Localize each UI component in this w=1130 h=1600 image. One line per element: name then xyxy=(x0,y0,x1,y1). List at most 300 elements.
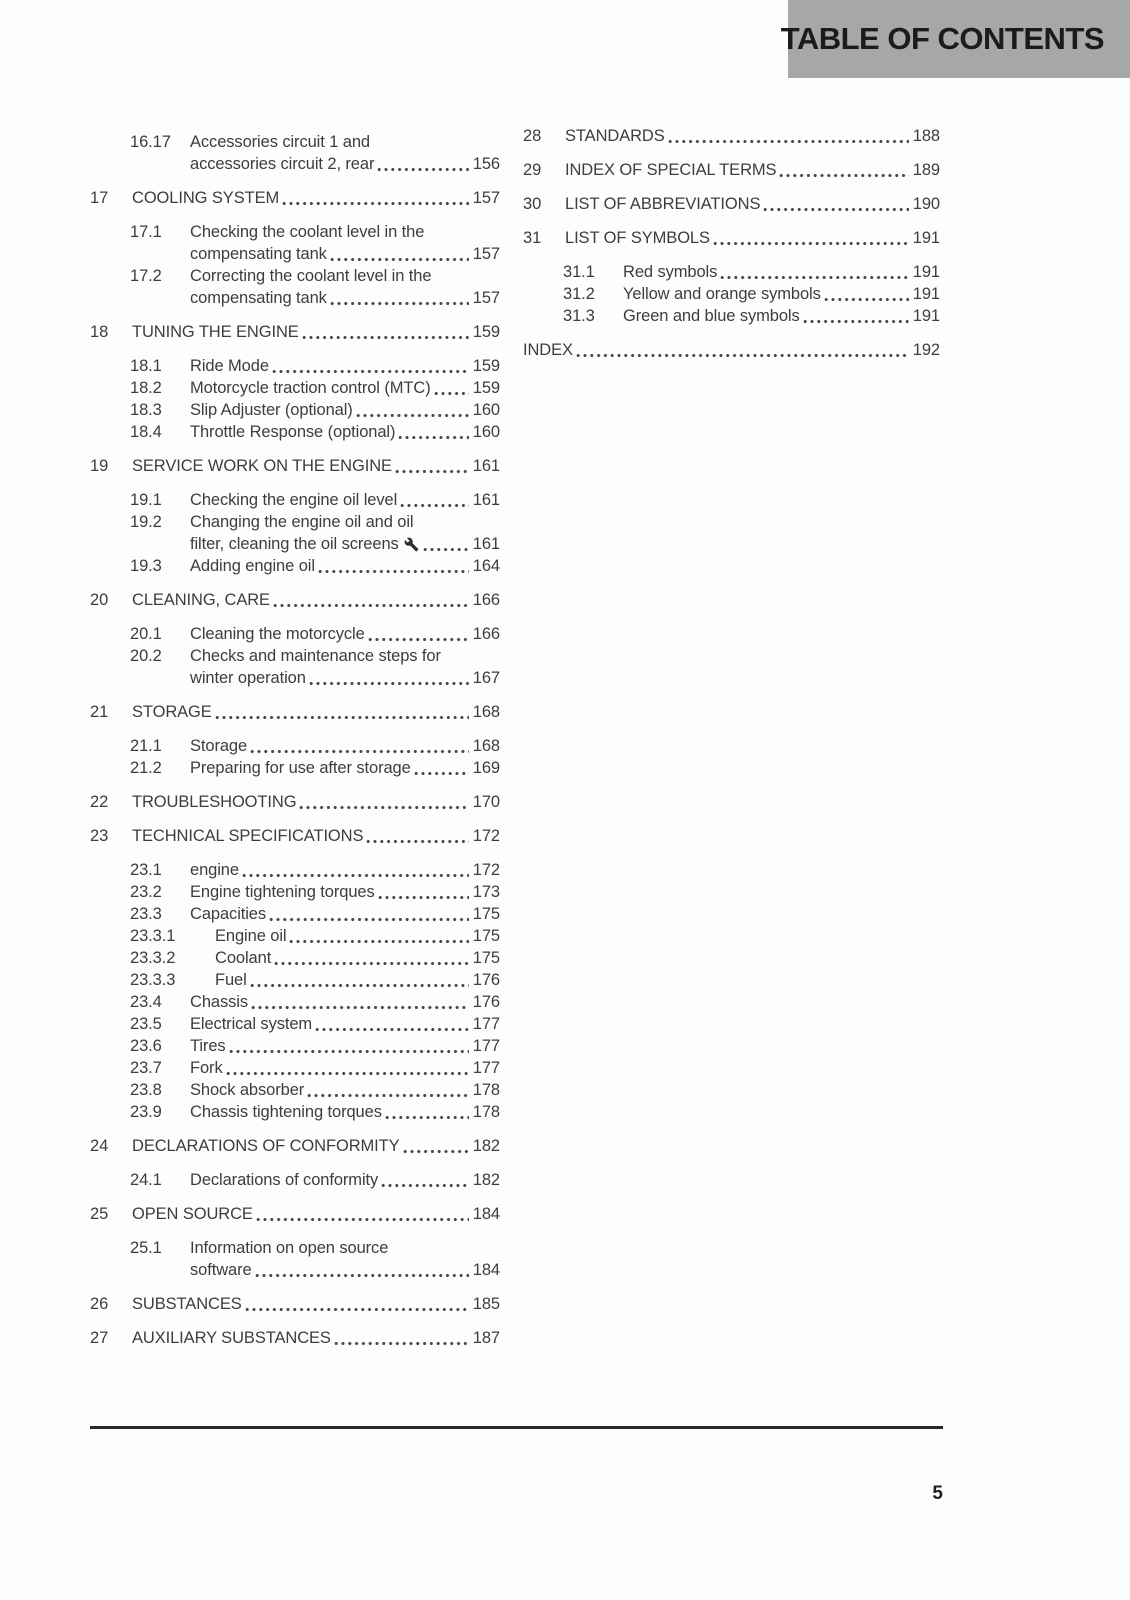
entry-title: Motorcycle traction control (MTC) xyxy=(190,379,431,397)
entry-page-number: 157 xyxy=(472,189,500,207)
toc-entry-line xyxy=(565,125,940,147)
dotted-leader xyxy=(668,139,909,144)
entry-number: 20 xyxy=(90,591,109,609)
entry-number: 17 xyxy=(90,189,109,207)
entry-number: 23.7 xyxy=(130,1059,162,1077)
dotted-leader xyxy=(251,1005,469,1010)
entry-number: 23.6 xyxy=(130,1037,162,1055)
entry-number: 21.2 xyxy=(130,759,162,777)
toc-entry-line xyxy=(132,1327,500,1349)
toc-entry-line xyxy=(132,825,500,847)
toc-entry-line xyxy=(215,969,500,991)
dotted-leader xyxy=(395,469,469,474)
entry-page-number: 178 xyxy=(472,1103,500,1121)
entry-number: 24 xyxy=(90,1137,109,1155)
entry-title: compensating tank xyxy=(190,289,327,307)
entry-number: 23.3.3 xyxy=(130,971,176,989)
entry-page-number: 161 xyxy=(472,491,500,509)
entry-number: 28 xyxy=(523,127,542,145)
toc-entry-line xyxy=(623,283,940,305)
wrench-icon xyxy=(404,537,419,552)
toc-entry-line xyxy=(190,1259,500,1281)
toc-entry-line xyxy=(190,991,500,1013)
entry-number: 24.1 xyxy=(130,1171,162,1189)
entry-number: 19.3 xyxy=(130,557,162,575)
entry-number: 23.9 xyxy=(130,1103,162,1121)
dotted-leader xyxy=(334,1341,469,1346)
entry-number: 31 xyxy=(523,229,542,247)
entry-page-number: 173 xyxy=(472,883,500,901)
toc-entry-line xyxy=(623,261,940,283)
dotted-leader xyxy=(269,917,469,922)
entry-title: Checking the coolant level in the xyxy=(190,223,425,241)
page-number: 5 xyxy=(932,1483,943,1504)
entry-title: Ride Mode xyxy=(190,357,269,375)
toc-entry xyxy=(523,125,940,147)
dotted-leader xyxy=(242,873,469,878)
entry-number: 21.1 xyxy=(130,737,162,755)
toc-entry-line xyxy=(565,159,940,181)
toc-entry xyxy=(90,1169,500,1191)
entry-title: LIST OF ABBREVIATIONS xyxy=(565,195,761,213)
entry-number: 20.1 xyxy=(130,625,162,643)
toc-entry-line xyxy=(523,339,940,361)
toc-entry-line xyxy=(132,187,500,209)
toc-entry-line xyxy=(190,1013,500,1035)
entry-title: Engine oil xyxy=(215,927,287,945)
entry-number: 25 xyxy=(90,1205,109,1223)
toc-entry-line xyxy=(190,221,500,243)
dotted-leader xyxy=(282,201,469,206)
entry-number: 19.2 xyxy=(130,513,162,531)
toc-entry-line xyxy=(215,947,500,969)
entry-title: winter operation xyxy=(190,669,306,687)
toc-entry-line xyxy=(132,321,500,343)
entry-page-number: 161 xyxy=(472,457,500,475)
toc-entry-line xyxy=(190,1237,500,1259)
toc-entry-line xyxy=(190,1101,500,1123)
dotted-leader xyxy=(576,353,909,358)
toc-entry xyxy=(90,735,500,757)
entry-page-number: 159 xyxy=(472,323,500,341)
toc-entry xyxy=(90,377,500,399)
entry-page-number: 156 xyxy=(472,155,500,173)
dotted-leader xyxy=(378,895,469,900)
entry-page-number: 172 xyxy=(472,861,500,879)
entry-number: 17.1 xyxy=(130,223,162,241)
dotted-leader xyxy=(366,839,469,844)
toc-entry xyxy=(90,1237,500,1281)
toc-entry-line xyxy=(190,265,500,287)
entry-title: Checking the engine oil level xyxy=(190,491,398,509)
toc-entry-line xyxy=(190,735,500,757)
toc-entry xyxy=(90,881,500,903)
toc-entry-line xyxy=(190,1035,500,1057)
dotted-leader xyxy=(307,1093,469,1098)
entry-title: Yellow and orange symbols xyxy=(623,285,821,303)
toc-entry-line xyxy=(565,227,940,249)
toc-entry xyxy=(90,859,500,881)
toc-entry-line xyxy=(623,305,940,327)
entry-number: 23.3 xyxy=(130,905,162,923)
entry-page-number: 168 xyxy=(472,737,500,755)
dotted-leader xyxy=(381,1183,469,1188)
entry-page-number: 189 xyxy=(912,161,940,179)
toc-entry xyxy=(523,193,940,215)
entry-page-number: 176 xyxy=(472,993,500,1011)
toc-entry xyxy=(90,1135,500,1157)
dotted-leader xyxy=(255,1273,469,1278)
entry-title: Capacities xyxy=(190,905,267,923)
toc-entry-line xyxy=(132,701,500,723)
toc-entry-line xyxy=(190,489,500,511)
dotted-leader xyxy=(398,435,469,440)
entry-page-number: 191 xyxy=(912,285,940,303)
toc-entry xyxy=(90,489,500,511)
entry-title: STORAGE xyxy=(132,703,212,721)
entry-number: 23.1 xyxy=(130,861,162,879)
dotted-leader xyxy=(400,503,469,508)
dotted-leader xyxy=(414,771,469,776)
entry-number: 18 xyxy=(90,323,109,341)
entry-page-number: 164 xyxy=(472,557,500,575)
table-of-contents-header xyxy=(780,0,1130,78)
toc-entry xyxy=(90,903,500,925)
entry-page-number: 159 xyxy=(472,357,500,375)
entry-page-number: 175 xyxy=(472,905,500,923)
toc-column-left xyxy=(90,113,500,1361)
entry-page-number: 166 xyxy=(472,591,500,609)
dotted-leader xyxy=(368,637,469,642)
entry-page-number: 161 xyxy=(472,535,500,553)
dotted-leader xyxy=(779,173,909,178)
entry-number: 18.4 xyxy=(130,423,162,441)
toc-entry-line xyxy=(190,667,500,689)
toc-entry-line xyxy=(190,623,500,645)
toc-entry-line xyxy=(190,377,500,399)
entry-title: TUNING THE ENGINE xyxy=(132,323,299,341)
toc-entry xyxy=(90,511,500,555)
toc-entry-line xyxy=(190,903,500,925)
footer-rule xyxy=(90,1426,943,1429)
toc-entry xyxy=(90,421,500,443)
entry-title: Chassis tightening torques xyxy=(190,1103,382,1121)
entry-title: Slip Adjuster (optional) xyxy=(190,401,353,419)
toc-entry-line xyxy=(190,533,500,555)
entry-title: AUXILIARY SUBSTANCES xyxy=(132,1329,331,1347)
dotted-leader xyxy=(272,369,469,374)
entry-title: Correcting the coolant level in the xyxy=(190,267,432,285)
toc-entry-line xyxy=(190,421,500,443)
toc-entry-line xyxy=(190,243,500,265)
entry-page-number: 170 xyxy=(472,793,500,811)
entry-number: 19.1 xyxy=(130,491,162,509)
entry-number: 23.8 xyxy=(130,1081,162,1099)
entry-number: 17.2 xyxy=(130,267,162,285)
dotted-leader xyxy=(356,413,469,418)
entry-number: 23.5 xyxy=(130,1015,162,1033)
toc-entry-line xyxy=(190,645,500,667)
toc-entry xyxy=(90,969,500,991)
toc-entry xyxy=(90,399,500,421)
dotted-leader xyxy=(250,983,469,988)
toc-entry-line xyxy=(190,511,500,533)
dotted-leader xyxy=(763,207,909,212)
toc-entry xyxy=(90,589,500,611)
dotted-leader xyxy=(215,715,469,720)
entry-page-number: 177 xyxy=(472,1015,500,1033)
dotted-leader xyxy=(250,749,469,754)
entry-page-number: 175 xyxy=(472,927,500,945)
dotted-leader xyxy=(824,297,909,302)
dotted-leader xyxy=(330,257,469,262)
entry-title: Fuel xyxy=(215,971,247,989)
toc-entry-line xyxy=(132,589,500,611)
entry-number: 31.2 xyxy=(563,285,595,303)
entry-number: 21 xyxy=(90,703,109,721)
entry-title: TECHNICAL SPECIFICATIONS xyxy=(132,827,364,845)
toc-entry xyxy=(90,623,500,645)
entry-title: Shock absorber xyxy=(190,1081,305,1099)
entry-title: Preparing for use after storage xyxy=(190,759,411,777)
entry-title: SUBSTANCES xyxy=(132,1295,242,1313)
entry-title: Green and blue symbols xyxy=(623,307,800,325)
toc-entry-line xyxy=(190,859,500,881)
dotted-leader xyxy=(229,1049,469,1054)
toc-entry xyxy=(523,339,940,361)
entry-page-number: 160 xyxy=(472,423,500,441)
toc-column-right xyxy=(523,113,940,373)
entry-number: 18.1 xyxy=(130,357,162,375)
toc-entry xyxy=(523,305,940,327)
entry-title: Checks and maintenance steps for xyxy=(190,647,441,665)
toc-entry-line xyxy=(190,355,500,377)
dotted-leader xyxy=(434,391,469,396)
entry-page-number: 188 xyxy=(912,127,940,145)
entry-page-number: 177 xyxy=(472,1037,500,1055)
toc-entry xyxy=(90,757,500,779)
entry-page-number: 157 xyxy=(472,289,500,307)
toc-entry xyxy=(90,791,500,813)
dotted-leader xyxy=(302,335,469,340)
entry-title: compensating tank xyxy=(190,245,327,263)
entry-page-number: 191 xyxy=(912,307,940,325)
toc-entry xyxy=(523,283,940,305)
entry-page-number: 175 xyxy=(472,949,500,967)
dotted-leader xyxy=(273,603,469,608)
entry-title: Engine tightening torques xyxy=(190,883,375,901)
entry-page-number: 190 xyxy=(912,195,940,213)
toc-entry-line xyxy=(132,455,500,477)
entry-page-number: 166 xyxy=(472,625,500,643)
dotted-leader xyxy=(377,167,469,172)
toc-entry xyxy=(523,261,940,283)
toc-entry-line xyxy=(215,925,500,947)
entry-title: INDEX xyxy=(523,341,573,359)
toc-entry xyxy=(90,221,500,265)
entry-number: 23 xyxy=(90,827,109,845)
entry-title: STANDARDS xyxy=(565,127,665,145)
dotted-leader xyxy=(713,241,909,246)
toc-entry xyxy=(90,355,500,377)
toc-entry-line xyxy=(190,287,500,309)
toc-entry-line xyxy=(190,1057,500,1079)
toc-entry xyxy=(90,925,500,947)
toc-entry xyxy=(523,227,940,249)
page-title: TABLE OF CONTENTS xyxy=(780,21,1104,56)
toc-entry-line xyxy=(190,399,500,421)
entry-number: 23.3.1 xyxy=(130,927,176,945)
entry-title: SERVICE WORK ON THE ENGINE xyxy=(132,457,392,475)
entry-number: 30 xyxy=(523,195,542,213)
toc-entry-line xyxy=(190,1079,500,1101)
dotted-leader xyxy=(245,1307,469,1312)
entry-page-number: 182 xyxy=(472,1171,500,1189)
toc-entry-line xyxy=(190,881,500,903)
entry-title: CLEANING, CARE xyxy=(132,591,270,609)
entry-title: Information on open source xyxy=(190,1239,389,1257)
toc-entry-line xyxy=(132,1293,500,1315)
entry-page-number: 191 xyxy=(912,229,940,247)
dotted-leader xyxy=(289,939,469,944)
toc-entry xyxy=(90,1203,500,1225)
dotted-leader xyxy=(330,301,469,306)
entry-title: TROUBLESHOOTING xyxy=(132,793,297,811)
toc-entry xyxy=(90,131,500,175)
entry-title: software xyxy=(190,1261,252,1279)
entry-page-number: 184 xyxy=(472,1205,500,1223)
entry-page-number: 176 xyxy=(472,971,500,989)
toc-entry xyxy=(90,187,500,209)
entry-title: Tires xyxy=(190,1037,226,1055)
entry-page-number: 168 xyxy=(472,703,500,721)
toc-entry xyxy=(90,701,500,723)
entry-page-number: 192 xyxy=(912,341,940,359)
entry-number: 16.17 xyxy=(130,133,171,151)
toc-entry xyxy=(90,825,500,847)
entry-number: 26 xyxy=(90,1295,109,1313)
entry-page-number: 178 xyxy=(472,1081,500,1099)
entry-title: Accessories circuit 1 and xyxy=(190,133,370,151)
toc-entry xyxy=(90,265,500,309)
entry-title: COOLING SYSTEM xyxy=(132,189,280,207)
entry-number: 23.2 xyxy=(130,883,162,901)
entry-title: INDEX OF SPECIAL TERMS xyxy=(565,161,777,179)
entry-title: Changing the engine oil and oil xyxy=(190,513,414,531)
toc-entry xyxy=(90,1013,500,1035)
entry-title: accessories circuit 2, rear xyxy=(190,155,375,173)
entry-title: OPEN SOURCE xyxy=(132,1205,253,1223)
entry-number: 25.1 xyxy=(130,1239,162,1257)
entry-title: Storage xyxy=(190,737,248,755)
toc-entry xyxy=(90,645,500,689)
entry-number: 18.2 xyxy=(130,379,162,397)
toc-entry-line xyxy=(132,1203,500,1225)
toc-entry-line xyxy=(190,555,500,577)
entry-page-number: 182 xyxy=(472,1137,500,1155)
entry-number: 31.1 xyxy=(563,263,595,281)
entry-page-number: 184 xyxy=(472,1261,500,1279)
entry-number: 23.3.2 xyxy=(130,949,176,967)
entry-title: engine xyxy=(190,861,239,879)
dotted-leader xyxy=(309,681,469,686)
entry-title: filter, cleaning the oil screens xyxy=(190,535,399,553)
dotted-leader xyxy=(226,1071,469,1076)
entry-number: 27 xyxy=(90,1329,109,1347)
entry-page-number: 185 xyxy=(472,1295,500,1313)
toc-entry xyxy=(90,455,500,477)
entry-number: 31.3 xyxy=(563,307,595,325)
dotted-leader xyxy=(274,961,469,966)
toc-entry-line xyxy=(132,791,500,813)
toc-entry-line xyxy=(190,757,500,779)
entry-page-number: 177 xyxy=(472,1059,500,1077)
entry-page-number: 187 xyxy=(472,1329,500,1347)
entry-number: 19 xyxy=(90,457,109,475)
entry-number: 20.2 xyxy=(130,647,162,665)
entry-title: Fork xyxy=(190,1059,223,1077)
entry-number: 23.4 xyxy=(130,993,162,1011)
entry-title: Coolant xyxy=(215,949,272,967)
dotted-leader xyxy=(403,1149,469,1154)
dotted-leader xyxy=(318,569,469,574)
toc-entry xyxy=(90,1101,500,1123)
dotted-leader xyxy=(256,1217,469,1222)
entry-page-number: 169 xyxy=(472,759,500,777)
entry-number: 22 xyxy=(90,793,109,811)
entry-title: Electrical system xyxy=(190,1015,313,1033)
toc-entry xyxy=(90,991,500,1013)
toc-entry xyxy=(90,947,500,969)
dotted-leader xyxy=(385,1115,469,1120)
entry-page-number: 160 xyxy=(472,401,500,419)
toc-entry xyxy=(90,321,500,343)
toc-entry xyxy=(90,1293,500,1315)
entry-page-number: 167 xyxy=(472,669,500,687)
entry-title: Cleaning the motorcycle xyxy=(190,625,365,643)
entry-title: DECLARATIONS OF CONFORMITY xyxy=(132,1137,400,1155)
toc-entry xyxy=(90,1327,500,1349)
toc-entry-line xyxy=(565,193,940,215)
toc-entry-line xyxy=(190,1169,500,1191)
toc-entry xyxy=(90,555,500,577)
entry-title: Chassis xyxy=(190,993,248,1011)
toc-entry-line xyxy=(132,1135,500,1157)
entry-title: Declarations of conformity xyxy=(190,1171,379,1189)
toc-entry xyxy=(90,1035,500,1057)
dotted-leader xyxy=(803,319,909,324)
entry-number: 18.3 xyxy=(130,401,162,419)
toc-entry xyxy=(90,1079,500,1101)
entry-page-number: 157 xyxy=(472,245,500,263)
dotted-leader xyxy=(423,547,469,552)
entry-title: Red symbols xyxy=(623,263,718,281)
toc-entry xyxy=(523,159,940,181)
dotted-leader xyxy=(299,805,469,810)
entry-page-number: 172 xyxy=(472,827,500,845)
toc-entry xyxy=(90,1057,500,1079)
toc-entry-line xyxy=(190,153,500,175)
entry-page-number: 191 xyxy=(912,263,940,281)
entry-title: Throttle Response (optional) xyxy=(190,423,396,441)
entry-title: LIST OF SYMBOLS xyxy=(565,229,710,247)
dotted-leader xyxy=(720,275,909,280)
entry-number: 29 xyxy=(523,161,542,179)
toc-entry-line xyxy=(190,131,500,153)
entry-title: Adding engine oil xyxy=(190,557,315,575)
dotted-leader xyxy=(315,1027,469,1032)
entry-page-number: 159 xyxy=(472,379,500,397)
